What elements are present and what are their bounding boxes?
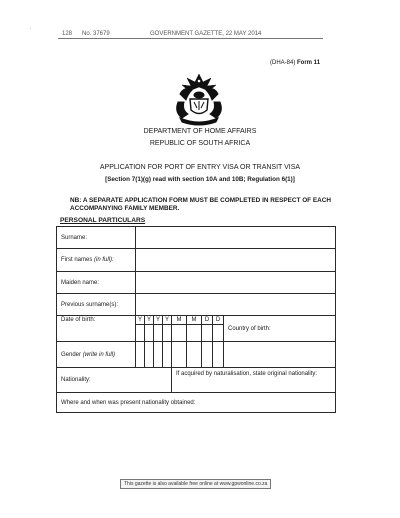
gender-extra-field[interactable] (224, 342, 336, 368)
dob-box-y4[interactable] (163, 325, 172, 342)
maiden-name-label: Maiden name: (57, 272, 136, 294)
where-when-label: Where and when was present nationality obtained: (57, 393, 336, 413)
header-issue: No. 37679 (82, 31, 110, 37)
header-rule (58, 38, 323, 39)
dob-letter-y4: Y (163, 316, 172, 325)
dob-box-m2[interactable] (187, 325, 202, 342)
nb-note: NB: A SEPARATE APPLICATION FORM MUST BE COMPLETED IN RESPECT OF EACH ACCOMPANYING FAMILY MEMBER. (70, 197, 331, 212)
dob-letter-d1: D (202, 316, 213, 325)
naturalisation-label: If acquired by naturalisation, state original nationality: (172, 368, 336, 393)
dob-letter-y2: Y (145, 316, 154, 325)
section-reference: [Section 7(1)(g) read with section 10A and 10B; Regulation 6(1)] (105, 176, 295, 183)
coat-of-arms-emblem (170, 72, 228, 126)
gender-box-6[interactable] (187, 342, 202, 368)
gender-label-cell (57, 342, 136, 368)
surname-label: Surname: (57, 227, 136, 249)
dob-letter-m1: M (172, 316, 187, 325)
footer-notice: This gazette is also available free online at www.gpwonline.co.za (120, 479, 271, 489)
margin-mark: ' (30, 28, 31, 34)
date-of-birth-label: Date of birth: (57, 316, 136, 342)
previous-surnames-row (57, 294, 336, 316)
first-names-label: First names (61, 257, 93, 263)
previous-surnames-label: Previous surname(s): (57, 294, 136, 316)
application-title: APPLICATION FOR PORT OF ENTRY VISA OR TRANSIT VISA (99, 164, 301, 171)
dob-box-y2[interactable] (145, 325, 154, 342)
gender-label: Gender (61, 351, 82, 358)
nationality-label: Nationality: (57, 368, 172, 393)
personal-particulars-table (56, 226, 336, 413)
country-of-birth-label: Country of birth: (224, 316, 336, 342)
form-code: (DHA-84) (270, 60, 296, 66)
gender-row (57, 342, 336, 368)
first-names-hint: (in full): (94, 257, 114, 263)
header-gazette: GOVERNMENT GAZETTE, 22 MAY 2014 (150, 31, 262, 37)
dob-box-d1[interactable] (202, 325, 213, 342)
previous-surnames-field[interactable] (136, 294, 336, 316)
nationality-row (57, 368, 336, 393)
gender-box-5[interactable] (172, 342, 187, 368)
dob-box-y3[interactable] (154, 325, 163, 342)
maiden-name-row (57, 272, 336, 294)
header-page-number: 128 (62, 31, 73, 37)
republic-title: REPUBLIC OF SOUTH AFRICA (149, 140, 251, 147)
first-names-field[interactable] (136, 249, 336, 272)
gender-box-3[interactable] (154, 342, 163, 368)
personal-particulars-heading: PERSONAL PARTICULARS (60, 217, 146, 224)
first-names-label-cell (57, 249, 136, 272)
gender-hint: (write in full) (82, 351, 116, 358)
first-names-row (57, 249, 336, 272)
form-label: Form 11 (297, 60, 321, 66)
dob-letter-m2: M (187, 316, 202, 325)
where-when-row (57, 393, 336, 413)
maiden-name-field[interactable] (136, 272, 336, 294)
form-number (270, 60, 320, 66)
gender-box-1[interactable] (136, 342, 145, 368)
surname-field[interactable] (136, 227, 336, 249)
gender-box-4[interactable] (163, 342, 172, 368)
dob-letter-y3: Y (154, 316, 163, 325)
dob-letters-row (57, 316, 336, 325)
gender-box-8[interactable] (213, 342, 224, 368)
department-title: DEPARTMENT OF HOME AFFAIRS (143, 128, 257, 135)
dob-box-m1[interactable] (172, 325, 187, 342)
dob-letter-y1: Y (136, 316, 145, 325)
dob-letter-d2: D (213, 316, 224, 325)
dob-box-y1[interactable] (136, 325, 145, 342)
surname-row (57, 227, 336, 249)
gender-box-7[interactable] (202, 342, 213, 368)
gender-box-2[interactable] (145, 342, 154, 368)
dob-box-d2[interactable] (213, 325, 224, 342)
